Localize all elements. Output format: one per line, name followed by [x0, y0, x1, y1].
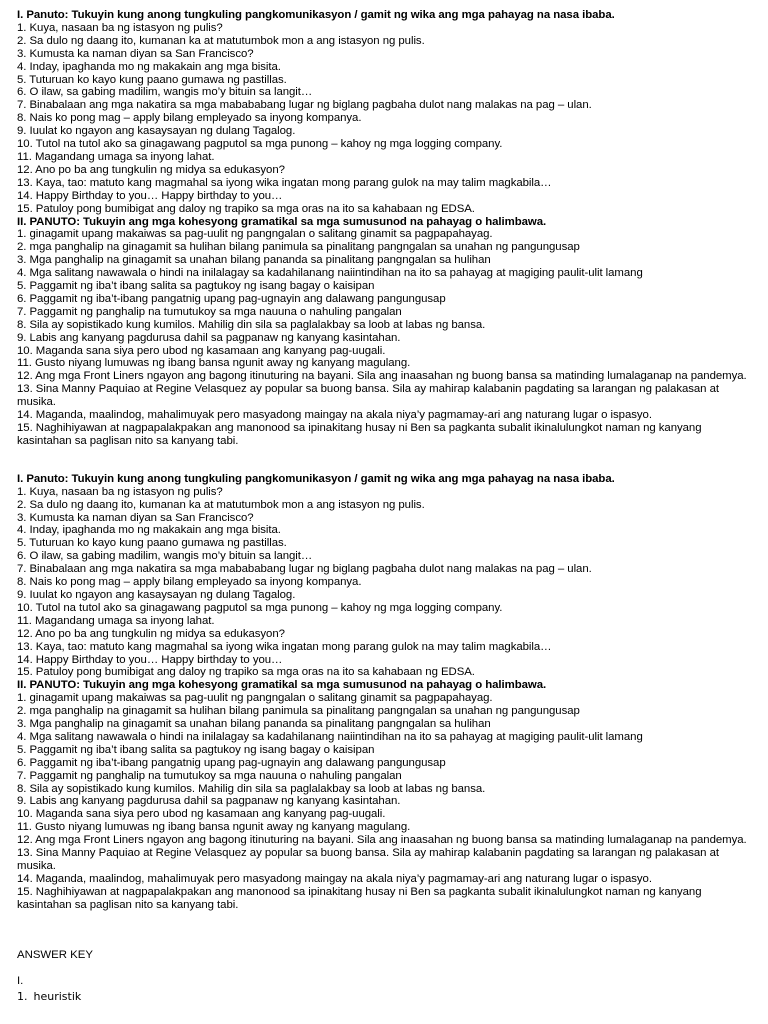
section-1-items [17, 22, 757, 216]
list-item: 13. Sina Manny Paquiao at Regine Velasquez ay popular sa buong bansa. Sila ay mahirap kalabanin pagdating sa larangan ng palakasan at musika. [17, 383, 719, 409]
list-item: 10. Tutol na tutol ako sa ginagawang pagputol sa mga punong – kahoy ng mga logging company. [17, 601, 503, 614]
document-page [17, 9, 757, 1004]
list-item: 5. Paggamit ng iba’t ibang salita sa pagtukoy ng isang bagay o kaisipan [17, 280, 375, 293]
list-item: 11. Gusto niyang lumuwas ng ibang bansa ngunit away ng kanyang magulang. [17, 821, 411, 834]
list-item: 10. Maganda sana siya pero ubod ng kasamaan ang kanyang pag-uugali. [17, 808, 386, 821]
list-item: 10. Maganda sana siya pero ubod ng kasamaan ang kanyang pag-uugali. [17, 344, 386, 357]
list-item: 15. Naghihiyawan at nagpapalakpakan ang manonood sa ipinakitang husay ni Ben sa pagkanta subalit ikinalulungkot naman ng kanyang kasintahan sa paglisan nito sa kanyang tabi. [17, 885, 702, 911]
answer-key-item-text: heuristik [33, 989, 82, 1003]
section-2-title: II. PANUTO: Tukuyin ang mga kohesyong gramatikal sa mga sumusunod na pahayag o halimbawa. [17, 679, 547, 692]
list-item: 4. Inday, ipaghanda mo ng makakain ang mga bisita. [17, 60, 281, 73]
list-item: 5. Paggamit ng iba’t ibang salita sa pagtukoy ng isang bagay o kaisipan [17, 743, 375, 756]
list-item: 11. Gusto niyang lumuwas ng ibang bansa ngunit away ng kanyang magulang. [17, 357, 411, 370]
list-item: 12. Ang mga Front Liners ngayon ang bagong itinuturing na bayani. Sila ang inaasahan ng buong bansa sa matinding lumalaganap na pandemya. [17, 834, 747, 847]
list-item: 15. Patuloy pong bumibigat ang daloy ng trapiko sa mga oras na ito sa kahabaan ng EDSA. [17, 202, 475, 215]
list-item: 2. Sa dulo ng daang ito, kumanan ka at matutumbok mon a ang istasyon ng pulis. [17, 34, 425, 47]
list-item: 9. Iuulat ko ngayon ang kasaysayan ng dulang Tagalog. [17, 588, 296, 601]
list-item: 2. Sa dulo ng daang ito, kumanan ka at matutumbok mon a ang istasyon ng pulis. [17, 498, 425, 511]
list-item: 14. Happy Birthday to you… Happy birthday to you… [17, 189, 283, 202]
list-item: 13. Sina Manny Paquiao at Regine Velasquez ay popular sa buong bansa. Sila ay mahirap kalabanin pagdating sa larangan ng palakasan at musika. [17, 847, 719, 872]
list-item: 2. mga panghalip na ginagamit sa hulihan bilang panimula sa pinalitang pangngalan sa unahan ng pangungusap [17, 705, 580, 718]
list-item: 11. Magandang umaga sa inyong lahat. [17, 614, 215, 627]
list-item: 1. Kuya, nasaan ba ng istasyon ng pulis? [17, 21, 223, 34]
list-item: 14. Maganda, maalindog, mahalimuyak pero masyadong maingay na akala niya’y pagmamay-ari ang naturang lugar o ispasyo. [17, 409, 652, 422]
section-1-items [17, 486, 757, 680]
list-item: 6. O ilaw, sa gabing madilim, wangis mo’y bituin sa langit… [17, 550, 313, 563]
list-item: 12. Ano po ba ang tungkulin ng midya sa edukasyon? [17, 627, 285, 640]
list-item: 15. Naghihiyawan at nagpapalakpakan ang manonood sa ipinakitang husay ni Ben sa pagkanta subalit ikinalulungkot naman ng kanyang kasintahan sa paglisan nito sa kanyang tabi. [17, 422, 702, 447]
section-2-title: II. PANUTO: Tukuyin ang mga kohesyong gramatikal sa mga sumusunod na pahayag o halimbawa. [17, 215, 547, 228]
answer-key-title: ANSWER KEY [17, 948, 93, 961]
list-item: 6. O ilaw, sa gabing madilim, wangis mo’y bituin sa langit… [17, 86, 313, 99]
questionnaire-block-2 [17, 473, 757, 912]
questionnaire-block-1 [17, 9, 757, 448]
section-2-items [17, 228, 757, 447]
section-1-title: I. Panuto: Tukuyin kung anong tungkuling pangkomunikasyon / gamit ng wika ang mga pahayag na nasa ibaba. [17, 9, 615, 21]
list-item: 14. Happy Birthday to you… Happy birthday to you… [17, 653, 283, 666]
answer-key-section-label: I. [17, 974, 24, 987]
list-item: 7. Binabalaan ang mga nakatira sa mga mabababang lugar ng biglang pagbaha dulot nang malakas na pag – ulan. [17, 563, 592, 576]
list-item: 7. Paggamit ng panghalip na tumutukoy sa mga nauuna o nahuling pangalan [17, 305, 402, 318]
list-item: 5. Tuturuan ko kayo kung paano gumawa ng pastillas. [17, 73, 287, 86]
list-item: 12. Ano po ba ang tungkulin ng midya sa edukasyon? [17, 163, 285, 176]
list-item: 2. mga panghalip na ginagamit sa hulihan bilang panimula sa pinalitang pangngalan sa unahan ng pangungusap [17, 241, 580, 254]
answer-key-item-number: 1. [17, 989, 28, 1003]
list-item: 4. Mga salitang nawawala o hindi na inilalagay sa kadahilanang naiintindihan na ito sa pahayag at magiging paulit-ulit lamang [17, 267, 643, 280]
list-item: 15. Patuloy pong bumibigat ang daloy ng trapiko sa mga oras na ito sa kahabaan ng EDSA. [17, 666, 475, 679]
list-item: 3. Kumusta ka naman diyan sa San Francisco? [17, 511, 254, 524]
list-item: 13. Kaya, tao: matuto kang magmahal sa iyong wika ingatan mong parang gulok na may talim magkabila… [17, 176, 552, 189]
list-item: 8. Sila ay sopistikado kung kumilos. Mahilig din sila sa paglalakbay sa loob at labas ng bansa. [17, 782, 486, 795]
list-item: 1. Kuya, nasaan ba ng istasyon ng pulis? [17, 485, 223, 498]
list-item: 4. Inday, ipaghanda mo ng makakain ang mga bisita. [17, 524, 281, 537]
list-item: 9. Iuulat ko ngayon ang kasaysayan ng dulang Tagalog. [17, 125, 296, 138]
list-item: 3. Kumusta ka naman diyan sa San Francisco? [17, 47, 254, 60]
list-item: 14. Maganda, maalindog, mahalimuyak pero masyadong maingay na akala niya’y pagmamay-ari ang naturang lugar o ispasyo. [17, 872, 652, 885]
list-item: 1. ginagamit upang makaiwas sa pag-uulit ng pangngalan o salitang ginamit sa pagpapahayag. [17, 228, 493, 241]
list-item: 6. Paggamit ng iba’t-ibang pangatnig upang pag-ugnayin ang dalawang pangungusap [17, 756, 446, 769]
section-2-items [17, 692, 757, 911]
answer-key-item [17, 990, 757, 1004]
list-item: 8. Sila ay sopistikado kung kumilos. Mahilig din sila sa paglalakbay sa loob at labas ng bansa. [17, 318, 486, 331]
list-item: 8. Nais ko pong mag – apply bilang empleyado sa inyong kompanya. [17, 576, 362, 589]
list-item: 1. ginagamit upang makaiwas sa pag-uulit ng pangngalan o salitang ginamit sa pagpapahayag. [17, 692, 493, 705]
list-item: 12. Ang mga Front Liners ngayon ang bagong itinuturing na bayani. Sila ang inaasahan ng buong bansa sa matinding lumalaganap na pandemya. [17, 370, 747, 383]
list-item: 9. Labis ang kanyang pagdurusa dahil sa pagpanaw ng kanyang kasintahan. [17, 795, 401, 808]
list-item: 7. Binabalaan ang mga nakatira sa mga mabababang lugar ng biglang pagbaha dulot nang malakas na pag – ulan. [17, 99, 592, 112]
list-item: 9. Labis ang kanyang pagdurusa dahil sa pagpanaw ng kanyang kasintahan. [17, 331, 401, 344]
list-item: 6. Paggamit ng iba’t-ibang pangatnig upang pag-ugnayin ang dalawang pangungusap [17, 292, 446, 305]
list-item: 3. Mga panghalip na ginagamit sa unahan bilang pananda sa pinalitang pangngalan sa hulihan [17, 254, 491, 267]
list-item: 7. Paggamit ng panghalip na tumutukoy sa mga nauuna o nahuling pangalan [17, 769, 402, 782]
list-item: 8. Nais ko pong mag – apply bilang empleyado sa inyong kompanya. [17, 112, 362, 125]
list-item: 3. Mga panghalip na ginagamit sa unahan bilang pananda sa pinalitang pangngalan sa hulihan [17, 718, 491, 731]
list-item: 4. Mga salitang nawawala o hindi na inilalagay sa kadahilanang naiintindihan na ito sa pahayag at magiging paulit-ulit lamang [17, 730, 643, 743]
list-item: 5. Tuturuan ko kayo kung paano gumawa ng pastillas. [17, 537, 287, 550]
list-item: 11. Magandang umaga sa inyong lahat. [17, 150, 215, 163]
list-item: 13. Kaya, tao: matuto kang magmahal sa iyong wika ingatan mong parang gulok na may talim magkabila… [17, 640, 552, 653]
section-1-title: I. Panuto: Tukuyin kung anong tungkuling pangkomunikasyon / gamit ng wika ang mga pahayag na nasa ibaba. [17, 472, 615, 485]
list-item: 10. Tutol na tutol ako sa ginagawang pagputol sa mga punong – kahoy ng mga logging company. [17, 138, 503, 151]
